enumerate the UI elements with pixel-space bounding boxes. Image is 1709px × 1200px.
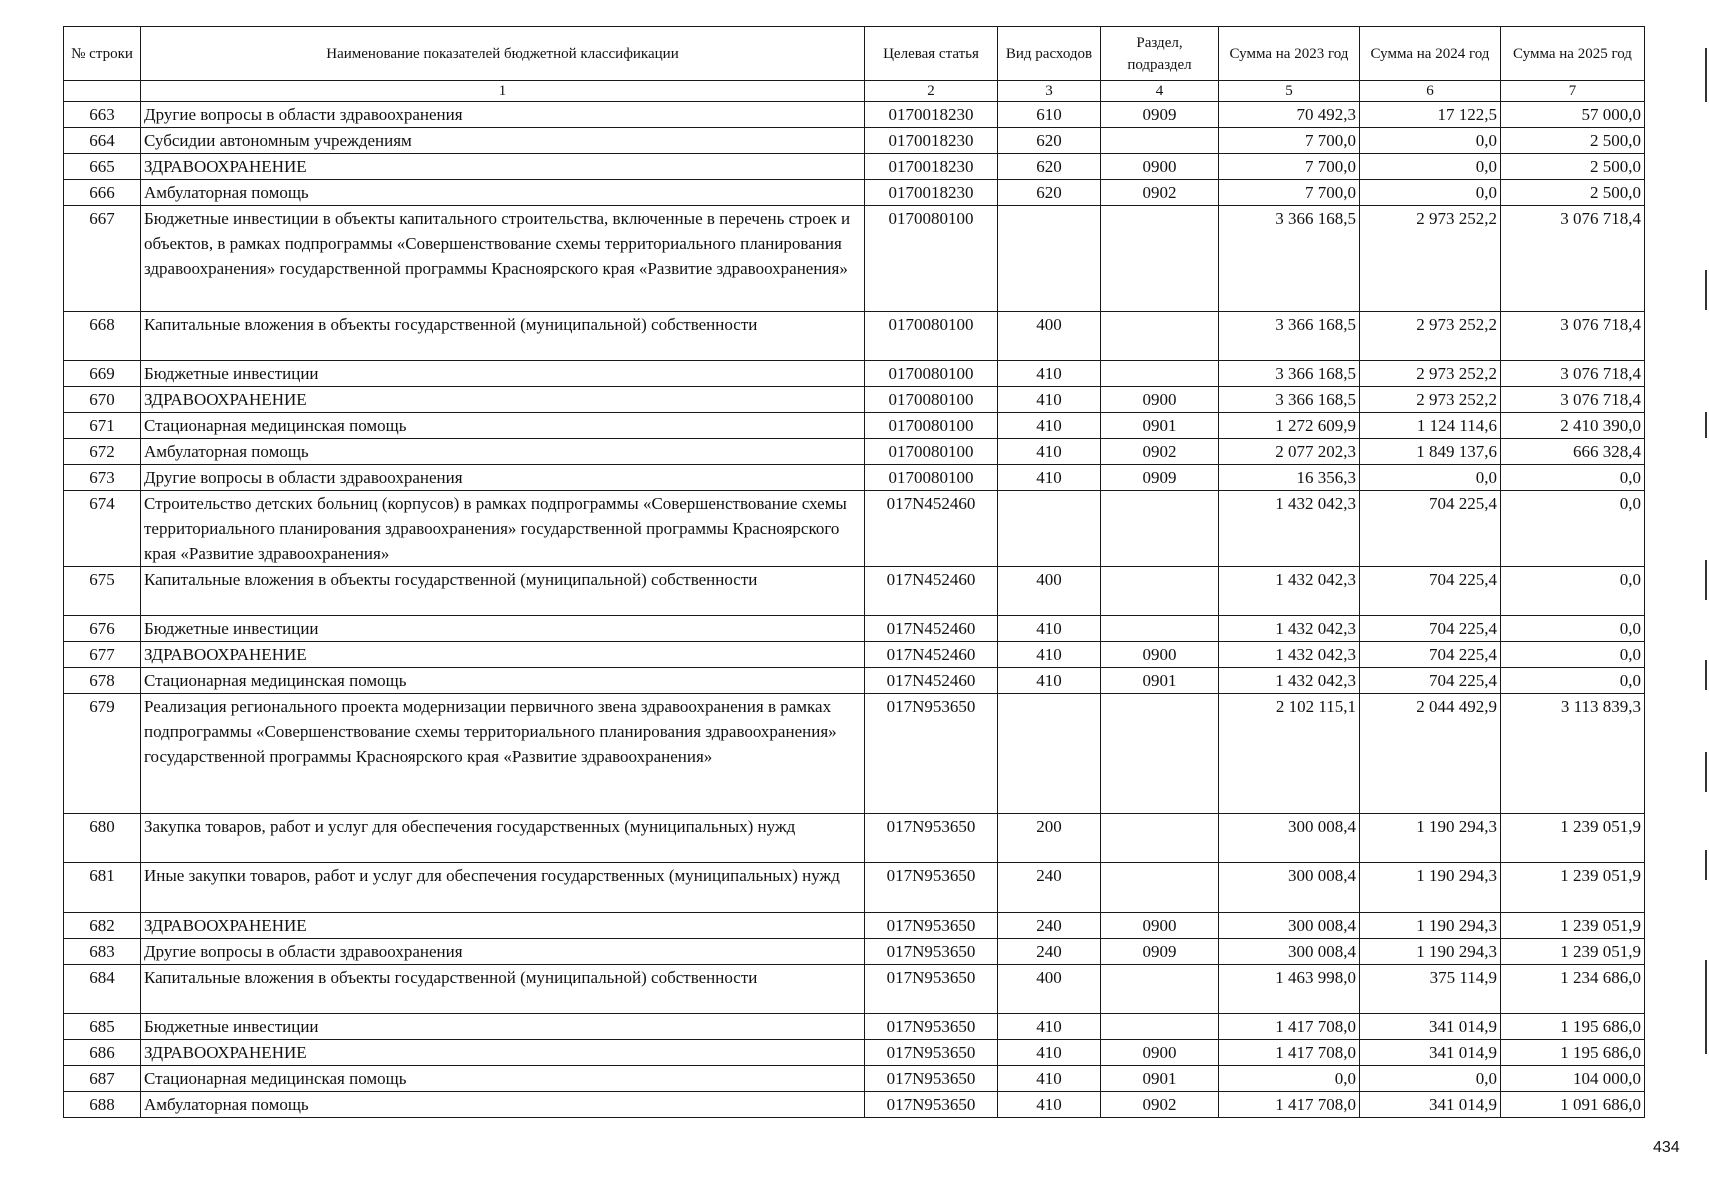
sum-2023: 1 463 998,0 bbox=[1219, 965, 1360, 1014]
target-article: 0170080100 bbox=[865, 413, 998, 439]
row-name: Амбулаторная помощь bbox=[141, 180, 865, 206]
expense-kind: 410 bbox=[998, 1092, 1101, 1118]
target-article: 0170080100 bbox=[865, 387, 998, 413]
sum-2025: 2 500,0 bbox=[1501, 128, 1645, 154]
target-article: 0170018230 bbox=[865, 154, 998, 180]
column-number: 4 bbox=[1101, 81, 1219, 102]
row-name: Амбулаторная помощь bbox=[141, 1092, 865, 1118]
expense-kind: 410 bbox=[998, 413, 1101, 439]
sum-2023: 300 008,4 bbox=[1219, 939, 1360, 965]
sum-2024: 1 190 294,3 bbox=[1360, 913, 1501, 939]
section-code bbox=[1101, 312, 1219, 361]
sum-2025: 3 076 718,4 bbox=[1501, 387, 1645, 413]
row-name: Закупка товаров, работ и услуг для обеспечения государственных (муниципальных) нужд bbox=[141, 814, 865, 863]
expense-kind bbox=[998, 206, 1101, 312]
table-row bbox=[64, 102, 1645, 128]
table-header bbox=[64, 27, 1645, 102]
section-code bbox=[1101, 863, 1219, 913]
section-code bbox=[1101, 206, 1219, 312]
table-row bbox=[64, 128, 1645, 154]
header-sum-2023: Сумма на 2023 год bbox=[1219, 27, 1360, 81]
sum-2023: 3 366 168,5 bbox=[1219, 206, 1360, 312]
scan-edge-mark bbox=[1705, 270, 1707, 310]
table-row bbox=[64, 616, 1645, 642]
column-number: 2 bbox=[865, 81, 998, 102]
section-code: 0902 bbox=[1101, 439, 1219, 465]
sum-2024: 704 225,4 bbox=[1360, 668, 1501, 694]
expense-kind: 610 bbox=[998, 102, 1101, 128]
expense-kind: 620 bbox=[998, 128, 1101, 154]
row-number: 677 bbox=[64, 642, 141, 668]
table-row bbox=[64, 312, 1645, 361]
row-number: 682 bbox=[64, 913, 141, 939]
target-article: 0170018230 bbox=[865, 102, 998, 128]
section-code bbox=[1101, 965, 1219, 1014]
sum-2023: 1 417 708,0 bbox=[1219, 1092, 1360, 1118]
row-number: 687 bbox=[64, 1066, 141, 1092]
section-code: 0902 bbox=[1101, 1092, 1219, 1118]
row-number: 681 bbox=[64, 863, 141, 913]
sum-2023: 1 432 042,3 bbox=[1219, 567, 1360, 616]
sum-2024: 375 114,9 bbox=[1360, 965, 1501, 1014]
section-code: 0900 bbox=[1101, 387, 1219, 413]
sum-2025: 3 076 718,4 bbox=[1501, 361, 1645, 387]
expense-kind: 410 bbox=[998, 361, 1101, 387]
sum-2024: 1 124 114,6 bbox=[1360, 413, 1501, 439]
scan-edge-mark bbox=[1705, 560, 1707, 600]
row-name: Субсидии автономным учреждениям bbox=[141, 128, 865, 154]
target-article: 017N452460 bbox=[865, 616, 998, 642]
sum-2025: 3 113 839,3 bbox=[1501, 694, 1645, 814]
table-row bbox=[64, 965, 1645, 1014]
row-number: 680 bbox=[64, 814, 141, 863]
section-code: 0901 bbox=[1101, 413, 1219, 439]
sum-2024: 704 225,4 bbox=[1360, 616, 1501, 642]
header-sum-2025: Сумма на 2025 год bbox=[1501, 27, 1645, 81]
scan-edge-mark bbox=[1705, 752, 1707, 792]
table-row bbox=[64, 439, 1645, 465]
sum-2023: 1 417 708,0 bbox=[1219, 1014, 1360, 1040]
target-article: 017N953650 bbox=[865, 1092, 998, 1118]
sum-2024: 2 973 252,2 bbox=[1360, 312, 1501, 361]
expense-kind bbox=[998, 491, 1101, 567]
target-article: 0170080100 bbox=[865, 206, 998, 312]
column-number bbox=[64, 81, 141, 102]
sum-2024: 704 225,4 bbox=[1360, 567, 1501, 616]
section-code: 0900 bbox=[1101, 1040, 1219, 1066]
sum-2023: 1 432 042,3 bbox=[1219, 491, 1360, 567]
target-article: 017N452460 bbox=[865, 491, 998, 567]
table-row bbox=[64, 465, 1645, 491]
sum-2023: 1 432 042,3 bbox=[1219, 616, 1360, 642]
sum-2024: 704 225,4 bbox=[1360, 491, 1501, 567]
sum-2025: 0,0 bbox=[1501, 668, 1645, 694]
column-number: 3 bbox=[998, 81, 1101, 102]
expense-kind: 200 bbox=[998, 814, 1101, 863]
target-article: 017N452460 bbox=[865, 668, 998, 694]
sum-2025: 1 239 051,9 bbox=[1501, 814, 1645, 863]
target-article: 017N953650 bbox=[865, 939, 998, 965]
expense-kind: 240 bbox=[998, 863, 1101, 913]
sum-2025: 1 195 686,0 bbox=[1501, 1014, 1645, 1040]
section-code: 0901 bbox=[1101, 1066, 1219, 1092]
row-name: ЗДРАВООХРАНЕНИЕ bbox=[141, 154, 865, 180]
header-row-no: № строки bbox=[64, 27, 141, 81]
section-code: 0900 bbox=[1101, 642, 1219, 668]
expense-kind: 240 bbox=[998, 913, 1101, 939]
section-code bbox=[1101, 616, 1219, 642]
table-row bbox=[64, 814, 1645, 863]
table-row bbox=[64, 642, 1645, 668]
section-code bbox=[1101, 567, 1219, 616]
row-number: 674 bbox=[64, 491, 141, 567]
sum-2025: 1 091 686,0 bbox=[1501, 1092, 1645, 1118]
section-code: 0909 bbox=[1101, 939, 1219, 965]
row-number: 667 bbox=[64, 206, 141, 312]
section-code bbox=[1101, 491, 1219, 567]
row-number: 678 bbox=[64, 668, 141, 694]
table-row bbox=[64, 1066, 1645, 1092]
row-number: 666 bbox=[64, 180, 141, 206]
sum-2023: 300 008,4 bbox=[1219, 863, 1360, 913]
sum-2025: 1 195 686,0 bbox=[1501, 1040, 1645, 1066]
row-name: Реализация регионального проекта модернизации первичного звена здравоохранения в рамках подпрограммы «Совершенствование схемы территориального планирования здравоохранения» государственной программы Красноярского края «Развитие здравоохранения» bbox=[141, 694, 865, 814]
expense-kind: 240 bbox=[998, 939, 1101, 965]
table-row bbox=[64, 361, 1645, 387]
expense-kind: 410 bbox=[998, 439, 1101, 465]
sum-2025: 3 076 718,4 bbox=[1501, 206, 1645, 312]
sum-2024: 1 190 294,3 bbox=[1360, 863, 1501, 913]
scan-edge-mark bbox=[1705, 412, 1707, 438]
sum-2025: 2 410 390,0 bbox=[1501, 413, 1645, 439]
row-name: Иные закупки товаров, работ и услуг для обеспечения государственных (муниципальных) нужд bbox=[141, 863, 865, 913]
scan-edge-mark bbox=[1705, 48, 1707, 102]
sum-2025: 0,0 bbox=[1501, 616, 1645, 642]
column-number: 7 bbox=[1501, 81, 1645, 102]
sum-2025: 0,0 bbox=[1501, 642, 1645, 668]
row-name: Бюджетные инвестиции bbox=[141, 616, 865, 642]
section-code bbox=[1101, 814, 1219, 863]
expense-kind: 410 bbox=[998, 1066, 1101, 1092]
row-name: Стационарная медицинская помощь bbox=[141, 1066, 865, 1092]
target-article: 017N953650 bbox=[865, 694, 998, 814]
target-article: 017N953650 bbox=[865, 965, 998, 1014]
target-article: 017N452460 bbox=[865, 642, 998, 668]
row-number: 679 bbox=[64, 694, 141, 814]
row-name: ЗДРАВООХРАНЕНИЕ bbox=[141, 642, 865, 668]
row-name: ЗДРАВООХРАНЕНИЕ bbox=[141, 387, 865, 413]
table-row bbox=[64, 567, 1645, 616]
sum-2024: 1 190 294,3 bbox=[1360, 939, 1501, 965]
sum-2023: 1 432 042,3 bbox=[1219, 668, 1360, 694]
row-number: 675 bbox=[64, 567, 141, 616]
table-row bbox=[64, 939, 1645, 965]
sum-2025: 1 234 686,0 bbox=[1501, 965, 1645, 1014]
column-number-row bbox=[64, 81, 1645, 102]
section-code bbox=[1101, 694, 1219, 814]
expense-kind: 410 bbox=[998, 1014, 1101, 1040]
expense-kind: 410 bbox=[998, 387, 1101, 413]
header-target: Целевая статья bbox=[865, 27, 998, 81]
sum-2023: 2 102 115,1 bbox=[1219, 694, 1360, 814]
row-name: ЗДРАВООХРАНЕНИЕ bbox=[141, 913, 865, 939]
target-article: 0170018230 bbox=[865, 128, 998, 154]
sum-2023: 1 432 042,3 bbox=[1219, 642, 1360, 668]
section-code bbox=[1101, 1014, 1219, 1040]
table-row bbox=[64, 180, 1645, 206]
section-code bbox=[1101, 128, 1219, 154]
target-article: 0170080100 bbox=[865, 312, 998, 361]
row-name: Бюджетные инвестиции bbox=[141, 1014, 865, 1040]
sum-2023: 3 366 168,5 bbox=[1219, 387, 1360, 413]
sum-2024: 1 190 294,3 bbox=[1360, 814, 1501, 863]
row-name: Другие вопросы в области здравоохранения bbox=[141, 939, 865, 965]
sum-2024: 0,0 bbox=[1360, 128, 1501, 154]
table-row bbox=[64, 1092, 1645, 1118]
sum-2023: 3 366 168,5 bbox=[1219, 361, 1360, 387]
target-article: 017N953650 bbox=[865, 863, 998, 913]
target-article: 017N953650 bbox=[865, 1014, 998, 1040]
row-name: Стационарная медицинская помощь bbox=[141, 413, 865, 439]
target-article: 0170018230 bbox=[865, 180, 998, 206]
row-name: Капитальные вложения в объекты государственной (муниципальной) собственности bbox=[141, 312, 865, 361]
sum-2024: 17 122,5 bbox=[1360, 102, 1501, 128]
sum-2023: 0,0 bbox=[1219, 1066, 1360, 1092]
sum-2024: 2 973 252,2 bbox=[1360, 361, 1501, 387]
expense-kind: 410 bbox=[998, 1040, 1101, 1066]
row-name: Другие вопросы в области здравоохранения bbox=[141, 465, 865, 491]
scan-edge-mark bbox=[1705, 850, 1707, 880]
scan-edge-mark bbox=[1705, 960, 1707, 1054]
header-kind: Вид расходов bbox=[998, 27, 1101, 81]
sum-2025: 0,0 bbox=[1501, 465, 1645, 491]
sum-2025: 57 000,0 bbox=[1501, 102, 1645, 128]
column-number: 6 bbox=[1360, 81, 1501, 102]
table-row bbox=[64, 206, 1645, 312]
sum-2024: 0,0 bbox=[1360, 1066, 1501, 1092]
sum-2023: 7 700,0 bbox=[1219, 180, 1360, 206]
target-article: 017N452460 bbox=[865, 567, 998, 616]
row-number: 688 bbox=[64, 1092, 141, 1118]
expense-kind: 620 bbox=[998, 154, 1101, 180]
section-code: 0901 bbox=[1101, 668, 1219, 694]
row-name: Капитальные вложения в объекты государственной (муниципальной) собственности bbox=[141, 965, 865, 1014]
row-number: 685 bbox=[64, 1014, 141, 1040]
row-number: 670 bbox=[64, 387, 141, 413]
sum-2023: 7 700,0 bbox=[1219, 154, 1360, 180]
sum-2024: 704 225,4 bbox=[1360, 642, 1501, 668]
row-name: ЗДРАВООХРАНЕНИЕ bbox=[141, 1040, 865, 1066]
row-name: Амбулаторная помощь bbox=[141, 439, 865, 465]
sum-2023: 3 366 168,5 bbox=[1219, 312, 1360, 361]
section-code: 0902 bbox=[1101, 180, 1219, 206]
row-number: 668 bbox=[64, 312, 141, 361]
sum-2023: 300 008,4 bbox=[1219, 913, 1360, 939]
target-article: 017N953650 bbox=[865, 1040, 998, 1066]
row-number: 669 bbox=[64, 361, 141, 387]
section-code: 0909 bbox=[1101, 102, 1219, 128]
row-name: Бюджетные инвестиции в объекты капитального строительства, включенные в перечень строек и объектов, в рамках подпрограммы «Совершенствование схемы территориального планирования здравоохранения» государственной программы Красноярского края «Развитие здравоохранения» bbox=[141, 206, 865, 312]
row-name: Капитальные вложения в объекты государственной (муниципальной) собственности bbox=[141, 567, 865, 616]
sum-2024: 341 014,9 bbox=[1360, 1092, 1501, 1118]
sum-2024: 2 044 492,9 bbox=[1360, 694, 1501, 814]
expense-kind: 400 bbox=[998, 312, 1101, 361]
table-row bbox=[64, 1014, 1645, 1040]
expense-kind: 410 bbox=[998, 465, 1101, 491]
sum-2023: 1 417 708,0 bbox=[1219, 1040, 1360, 1066]
expense-kind: 410 bbox=[998, 668, 1101, 694]
section-code: 0909 bbox=[1101, 465, 1219, 491]
sum-2024: 341 014,9 bbox=[1360, 1014, 1501, 1040]
sum-2025: 0,0 bbox=[1501, 567, 1645, 616]
sum-2025: 2 500,0 bbox=[1501, 154, 1645, 180]
sum-2023: 300 008,4 bbox=[1219, 814, 1360, 863]
sum-2023: 7 700,0 bbox=[1219, 128, 1360, 154]
expense-kind: 400 bbox=[998, 567, 1101, 616]
sum-2024: 0,0 bbox=[1360, 154, 1501, 180]
sum-2024: 0,0 bbox=[1360, 180, 1501, 206]
sum-2025: 2 500,0 bbox=[1501, 180, 1645, 206]
target-article: 017N953650 bbox=[865, 913, 998, 939]
table-row bbox=[64, 668, 1645, 694]
table-row bbox=[64, 694, 1645, 814]
table-row bbox=[64, 413, 1645, 439]
row-number: 683 bbox=[64, 939, 141, 965]
page-number: 434 bbox=[1653, 1139, 1680, 1156]
sum-2023: 1 272 609,9 bbox=[1219, 413, 1360, 439]
column-number: 5 bbox=[1219, 81, 1360, 102]
sum-2025: 1 239 051,9 bbox=[1501, 913, 1645, 939]
scan-edge-mark bbox=[1705, 660, 1707, 690]
row-number: 664 bbox=[64, 128, 141, 154]
expense-kind: 400 bbox=[998, 965, 1101, 1014]
target-article: 017N953650 bbox=[865, 814, 998, 863]
sum-2023: 70 492,3 bbox=[1219, 102, 1360, 128]
table-row bbox=[64, 1040, 1645, 1066]
sum-2025: 1 239 051,9 bbox=[1501, 863, 1645, 913]
sum-2025: 666 328,4 bbox=[1501, 439, 1645, 465]
table-row bbox=[64, 154, 1645, 180]
row-number: 672 bbox=[64, 439, 141, 465]
table-row bbox=[64, 863, 1645, 913]
column-number: 1 bbox=[141, 81, 865, 102]
expense-kind bbox=[998, 694, 1101, 814]
sum-2023: 16 356,3 bbox=[1219, 465, 1360, 491]
sum-2024: 0,0 bbox=[1360, 465, 1501, 491]
sum-2024: 341 014,9 bbox=[1360, 1040, 1501, 1066]
row-number: 684 bbox=[64, 965, 141, 1014]
target-article: 0170080100 bbox=[865, 439, 998, 465]
row-number: 676 bbox=[64, 616, 141, 642]
sum-2025: 104 000,0 bbox=[1501, 1066, 1645, 1092]
row-number: 686 bbox=[64, 1040, 141, 1066]
section-code bbox=[1101, 361, 1219, 387]
sum-2024: 2 973 252,2 bbox=[1360, 387, 1501, 413]
table-body bbox=[64, 102, 1645, 1118]
sum-2024: 2 973 252,2 bbox=[1360, 206, 1501, 312]
target-article: 0170080100 bbox=[865, 465, 998, 491]
header-section: Раздел, подраздел bbox=[1101, 27, 1219, 81]
header-name: Наименование показателей бюджетной классификации bbox=[141, 27, 865, 81]
sum-2024: 1 849 137,6 bbox=[1360, 439, 1501, 465]
sum-2025: 3 076 718,4 bbox=[1501, 312, 1645, 361]
target-article: 0170080100 bbox=[865, 361, 998, 387]
row-number: 673 bbox=[64, 465, 141, 491]
expense-kind: 410 bbox=[998, 616, 1101, 642]
expense-kind: 410 bbox=[998, 642, 1101, 668]
table-row bbox=[64, 491, 1645, 567]
row-name: Другие вопросы в области здравоохранения bbox=[141, 102, 865, 128]
sum-2023: 2 077 202,3 bbox=[1219, 439, 1360, 465]
section-code: 0900 bbox=[1101, 154, 1219, 180]
row-name: Бюджетные инвестиции bbox=[141, 361, 865, 387]
table-row bbox=[64, 387, 1645, 413]
row-number: 663 bbox=[64, 102, 141, 128]
header-sum-2024: Сумма на 2024 год bbox=[1360, 27, 1501, 81]
row-name: Стационарная медицинская помощь bbox=[141, 668, 865, 694]
table-row bbox=[64, 913, 1645, 939]
target-article: 017N953650 bbox=[865, 1066, 998, 1092]
budget-table bbox=[63, 26, 1645, 1118]
row-name: Строительство детских больниц (корпусов) в рамках подпрограммы «Совершенствование схемы территориального планирования здравоохранения» государственной программы Красноярского края «Развитие здравоохранения» bbox=[141, 491, 865, 567]
header-row bbox=[64, 27, 1645, 81]
sum-2025: 0,0 bbox=[1501, 491, 1645, 567]
expense-kind: 620 bbox=[998, 180, 1101, 206]
section-code: 0900 bbox=[1101, 913, 1219, 939]
row-number: 665 bbox=[64, 154, 141, 180]
sum-2025: 1 239 051,9 bbox=[1501, 939, 1645, 965]
row-number: 671 bbox=[64, 413, 141, 439]
